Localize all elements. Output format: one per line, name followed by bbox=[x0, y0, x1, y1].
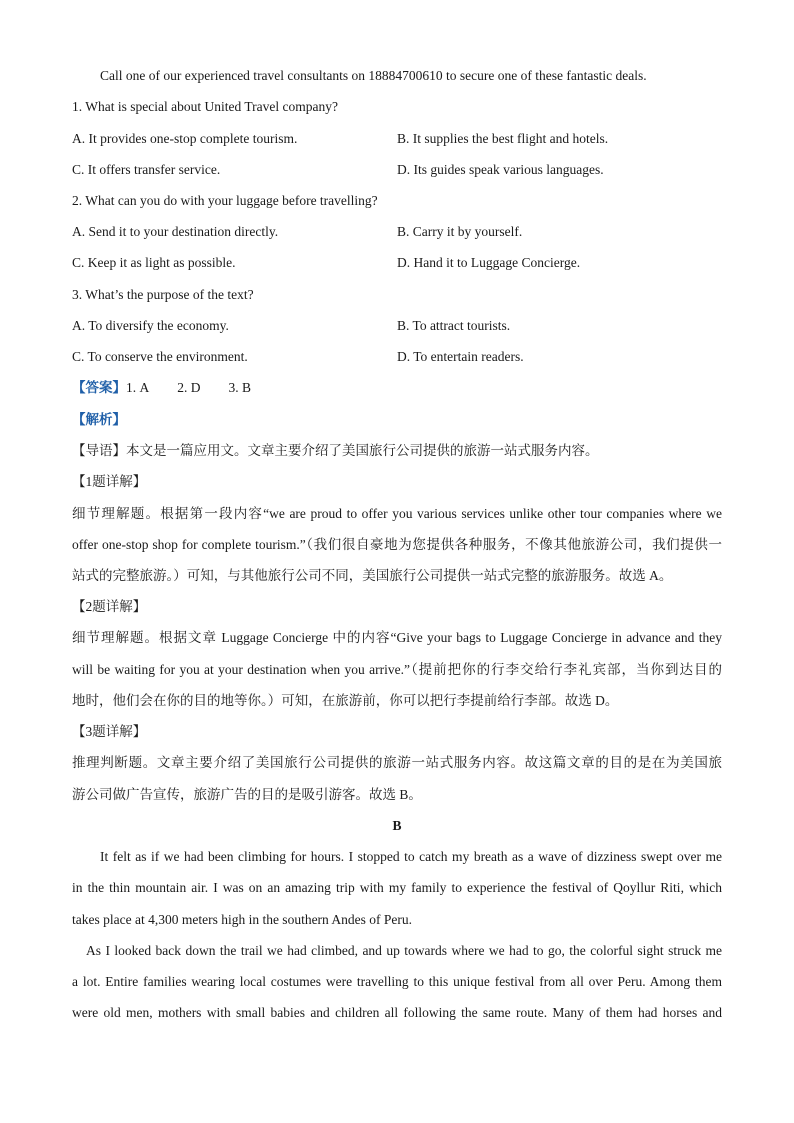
question-1-stem: 1. What is special about United Travel company? bbox=[72, 99, 338, 114]
answer-2: 2. D bbox=[177, 380, 201, 395]
q2-line-3: 地时，他们会在你的目的地等你。）可知，在旅游前，你可以把行李提前给行李部。故选 D。 bbox=[72, 693, 619, 708]
passage-b-para2-line-2: a lot. Entire families wearing local costumes were travelling to this unique festival from all over Peru. Among them bbox=[72, 974, 722, 989]
question-2-option-a: A. Send it to your destination directly. bbox=[72, 224, 279, 239]
passage-b-para1-line-2: in the thin mountain air. I was on an amazing trip with my family to experience the festival of Qoyllur Riti, which bbox=[72, 880, 722, 895]
passage-b-para1-line-1: It felt as if we had been climbing for hours. I stopped to catch my breath as a wave of dizziness swept over me bbox=[100, 849, 722, 864]
analysis-label: 【解析】 bbox=[72, 412, 126, 427]
q3-line-2: 游公司做广告宣传，旅游广告的目的是吸引游客。故选 B。 bbox=[72, 787, 422, 802]
intro-text: Call one of our experienced travel consultants on 18884700610 to secure one of these fantastic deals. bbox=[100, 68, 647, 83]
question-1-option-a: A. It provides one-stop complete tourism. bbox=[72, 131, 298, 146]
question-2-stem: 2. What can you do with your luggage before travelling? bbox=[72, 193, 378, 208]
q2-line-2: will be waiting for you at your destination when you arrive.”（提前把你的行李交给行李礼宾部，当你到达目的 bbox=[72, 662, 722, 677]
q2-heading: 【2题详解】 bbox=[72, 599, 147, 614]
q3-line-1: 推理判断题。文章主要介绍了美国旅行公司提供的旅游一站式服务内容。故这篇文章的目的是在为美国旅 bbox=[72, 755, 722, 770]
passage-b-para2-line-3: were old men, mothers with small babies and children all following the same route. Many of them had horses and bbox=[72, 1005, 722, 1020]
answer-row bbox=[72, 379, 722, 397]
answer-1: 1. A bbox=[126, 380, 150, 395]
question-2-option-b: B. Carry it by yourself. bbox=[397, 224, 523, 239]
q1-line-3: 站式的完整旅游。）可知，与其他旅行公司不同，美国旅行公司提供一站式完整的旅游服务。故选 A。 bbox=[72, 568, 673, 583]
question-1-option-d: D. Its guides speak various languages. bbox=[397, 162, 604, 177]
question-2-option-c: C. Keep it as light as possible. bbox=[72, 255, 236, 270]
q1-line-1: 细节理解题。根据第一段内容“we are proud to offer you various services unlike other tour companies where we bbox=[72, 506, 722, 521]
section-b-title: B bbox=[392, 818, 402, 833]
q1-line-2: offer one-stop shop for complete tourism.”（我们很自豪地为您提供各种服务，不像其他旅游公司，我们提供一 bbox=[72, 537, 722, 552]
q1-heading: 【1题详解】 bbox=[72, 474, 147, 489]
question-1-option-b: B. It supplies the best flight and hotels. bbox=[397, 131, 609, 146]
question-3-option-c: C. To conserve the environment. bbox=[72, 349, 248, 364]
question-3-option-a: A. To diversify the economy. bbox=[72, 318, 229, 333]
question-1-option-c: C. It offers transfer service. bbox=[72, 162, 221, 177]
question-2-option-d: D. Hand it to Luggage Concierge. bbox=[397, 255, 581, 270]
passage-b-para1-line-3: takes place at 4,300 meters high in the southern Andes of Peru. bbox=[72, 912, 413, 927]
question-3-option-b: B. To attract tourists. bbox=[397, 318, 511, 333]
q3-heading: 【3题详解】 bbox=[72, 724, 147, 739]
answer-label: 【答案】 bbox=[72, 380, 126, 395]
answer-3: 3. B bbox=[228, 380, 252, 395]
passage-b-para2-line-1: As I looked back down the trail we had climbed, and up towards where we had to go, the colorful sight struck me bbox=[86, 943, 722, 958]
question-3-option-d: D. To entertain readers. bbox=[397, 349, 524, 364]
question-3-stem: 3. What’s the purpose of the text? bbox=[72, 287, 254, 302]
guide-text: 【导语】本文是一篇应用文。文章主要介绍了美国旅行公司提供的旅游一站式服务内容。 bbox=[72, 443, 599, 458]
q2-line-1: 细节理解题。根据文章 Luggage Concierge 中的内容“Give your bags to Luggage Concierge in advance and they bbox=[72, 630, 722, 645]
